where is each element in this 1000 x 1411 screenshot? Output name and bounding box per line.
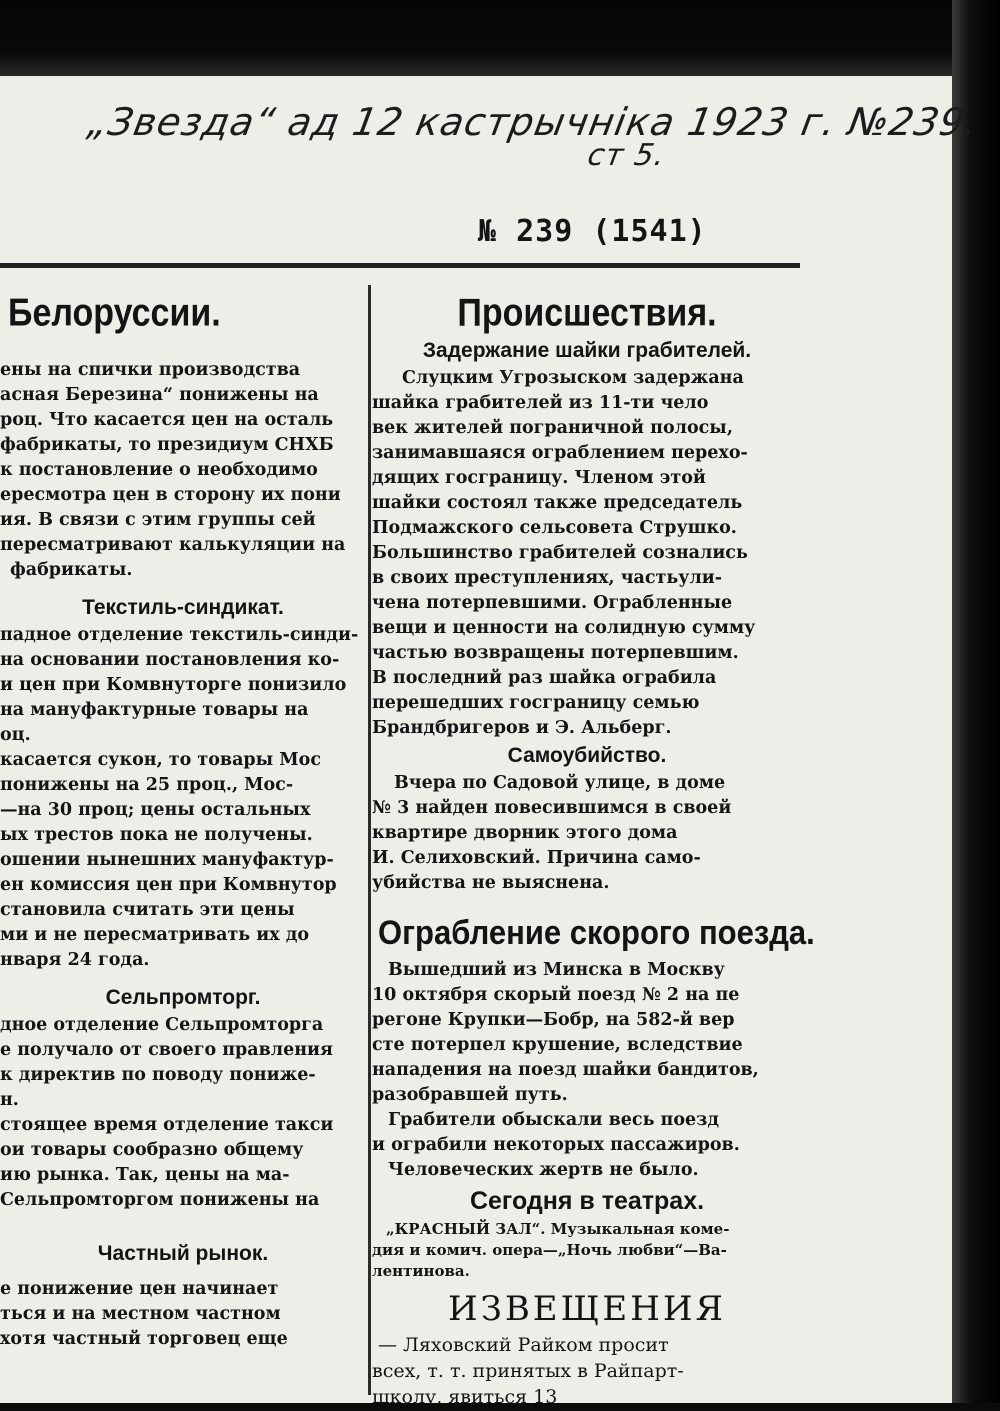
text-line: И. Селиховский. Причина само- bbox=[372, 848, 701, 868]
text-line: сте потерпел крушение, вследствие bbox=[372, 1035, 743, 1055]
text-line: „КРАСНЫЙ ЗАЛ“. Музыкальная коме- bbox=[386, 1220, 730, 1238]
text-line: Подмажского сельсовета Струшко. bbox=[372, 518, 737, 538]
text-line: и ограбили некоторых пассажиров. bbox=[372, 1135, 740, 1155]
text-line: дное отделение Сельпромторга bbox=[0, 1015, 324, 1035]
text-line: оц. bbox=[0, 725, 31, 745]
text-line: хотя частный торговец еще bbox=[0, 1329, 288, 1349]
section-notices bbox=[372, 1332, 802, 1410]
text-line: ия. В связи с этим группы сей bbox=[0, 510, 316, 530]
text-line: Слуцким Угрозыском задержана bbox=[402, 368, 744, 388]
text-line: Большинство грабителей сознались bbox=[372, 543, 748, 563]
text-line: В последний раз шайка ограбила bbox=[372, 668, 717, 688]
text-line: ересмотра цен в сторону их пони bbox=[0, 485, 341, 505]
text-line: е получало от своего правления bbox=[0, 1040, 333, 1060]
text-line: век жителей пограничной полосы, bbox=[372, 418, 733, 438]
text-line: стоящее время отделение такси bbox=[0, 1115, 334, 1135]
text-line: становила считать эти цены bbox=[0, 900, 295, 920]
section-title-theatre: Сегодня в театрах. bbox=[469, 1187, 705, 1215]
text-line: к директив по поводу понижe- bbox=[0, 1065, 316, 1085]
section-suicide bbox=[372, 771, 802, 896]
section-gang bbox=[372, 366, 802, 741]
text-line: Брандбригеров и Э. Альберг. bbox=[372, 718, 672, 738]
section-textile bbox=[0, 623, 366, 973]
text-line: роц. Что касается цен на осталь bbox=[0, 410, 334, 430]
text-line: н. bbox=[0, 1090, 19, 1110]
text-line: 10 октября скорый поезд № 2 на пе bbox=[372, 985, 740, 1005]
text-line: разобравшей путь. bbox=[372, 1085, 568, 1105]
section-theatre bbox=[372, 1219, 802, 1282]
text-line: нападения на поезд шайки бандитов, bbox=[372, 1060, 759, 1080]
text-line: перешедших госграницу семью bbox=[372, 693, 700, 713]
text-line: асная Березина“ понижены на bbox=[0, 385, 319, 405]
text-line: к постановление о необходимо bbox=[0, 460, 318, 480]
text-line: Вчера по Садовой улице, в доме bbox=[394, 773, 726, 793]
text-line: ои товары сообразно общему bbox=[0, 1140, 304, 1160]
text-line: школу, явиться 13 bbox=[372, 1386, 558, 1408]
text-line: ошении нынешних мануфактур- bbox=[0, 850, 334, 870]
text-line: шайка грабителей из 11-ти чело bbox=[372, 393, 709, 413]
text-line: регоне Крупки—Бобр, на 582-й вер bbox=[372, 1010, 735, 1030]
section-title-suicide: Самоубийство. bbox=[507, 744, 667, 767]
scan-dark-border-right bbox=[952, 0, 1000, 1411]
text-line: понижены на 25 проц., Мос- bbox=[0, 775, 294, 795]
text-line: ию рынка. Так, цены на ма- bbox=[0, 1165, 290, 1185]
text-line: лентинова. bbox=[372, 1262, 470, 1280]
text-line: убийства не выяснена. bbox=[372, 873, 610, 893]
left-intro bbox=[0, 358, 366, 583]
text-line: в своих преступлениях, частьули- bbox=[372, 568, 723, 588]
section-title-train-robbery: Ограбление скорого поезда. bbox=[378, 913, 815, 952]
text-line: —на 30 проц; цены остальных bbox=[0, 800, 311, 820]
text-line: пересматривают калькуляции на bbox=[0, 535, 346, 555]
handwritten-source-note: „Звезда“ ад 12 кастрычніка 1923 г. №239. bbox=[84, 100, 982, 144]
left-column bbox=[0, 290, 366, 1352]
right-column bbox=[372, 290, 815, 1410]
text-line: — Ляховский Райком просит bbox=[378, 1334, 669, 1356]
text-line: касается сукон, то товары Мос bbox=[0, 750, 321, 770]
text-line: вещи и ценности на солидную сумму bbox=[372, 618, 756, 638]
text-line: всех, т. т. принятых в Райпарт- bbox=[372, 1360, 684, 1382]
text-line: ены на спички производства bbox=[0, 360, 301, 380]
text-line: Вышедший из Минска в Москву bbox=[388, 960, 725, 980]
section-title-textile: Текстиль-синдикат. bbox=[82, 596, 284, 619]
text-line: Грабители обыскали весь поезд bbox=[388, 1110, 719, 1130]
section-title-selpromtorg: Сельпромторг. bbox=[105, 986, 261, 1009]
section-selpromtorg bbox=[0, 1013, 366, 1213]
text-line: частью возвращены потерпевшим. bbox=[372, 643, 739, 663]
text-line: на основании постановления ко- bbox=[0, 650, 340, 670]
text-line: нваря 24 года. bbox=[0, 950, 150, 970]
text-line: ен комиссия цен при Комвнутор bbox=[0, 875, 337, 895]
text-line: занимавшаяся ограблением перехо- bbox=[372, 443, 748, 463]
text-line: и цен при Комвнуторге понизило bbox=[0, 675, 347, 695]
text-line: фабрикаты. bbox=[10, 560, 133, 580]
scan-dark-border-top bbox=[0, 0, 1000, 76]
header-rule bbox=[0, 263, 800, 268]
text-line: квартире дворник этого дома bbox=[372, 823, 678, 843]
text-line: е понижение цен начинает bbox=[0, 1279, 279, 1299]
column-divider bbox=[368, 285, 371, 1395]
text-line: № 3 найден повесившимся в своей bbox=[372, 798, 732, 818]
left-heading: Белоруссии. bbox=[8, 291, 221, 335]
section-title-gang: Задержание шайки грабителей. bbox=[422, 339, 752, 362]
handwritten-page-note: ст 5. bbox=[584, 138, 669, 173]
text-line: падное отделение текстиль-синди- bbox=[0, 625, 359, 645]
text-line: Человеческих жертв не было. bbox=[388, 1160, 699, 1180]
text-line: шайки состоял также председатель bbox=[372, 493, 743, 513]
text-line: Сельпромторгом понижены на bbox=[0, 1190, 320, 1210]
issue-number: № 239 (1541) bbox=[478, 214, 707, 249]
section-private-market bbox=[0, 1277, 366, 1352]
text-line: на мануфактурные товары на bbox=[0, 700, 309, 720]
text-line: фабрикаты, то президиум СНХБ bbox=[0, 435, 334, 455]
text-line: ться и на местном частном bbox=[0, 1304, 281, 1324]
text-line: дия и комич. опера—„Ночь любви“—Ва- bbox=[372, 1241, 727, 1259]
section-train-robbery bbox=[372, 958, 802, 1183]
text-line: чена потерпевшими. Ограбленные bbox=[372, 593, 733, 613]
text-line: ми и не пересматривать их до bbox=[0, 925, 310, 945]
section-title-notices: ИЗВЕЩЕНИЯ bbox=[447, 1289, 726, 1329]
text-line: ых трестов пока не получены. bbox=[0, 825, 313, 845]
right-heading: Происшествия. bbox=[457, 291, 717, 335]
text-line: дящих госграницу. Членом этой bbox=[372, 468, 706, 488]
section-title-private-market: Частный рынок. bbox=[97, 1242, 269, 1265]
